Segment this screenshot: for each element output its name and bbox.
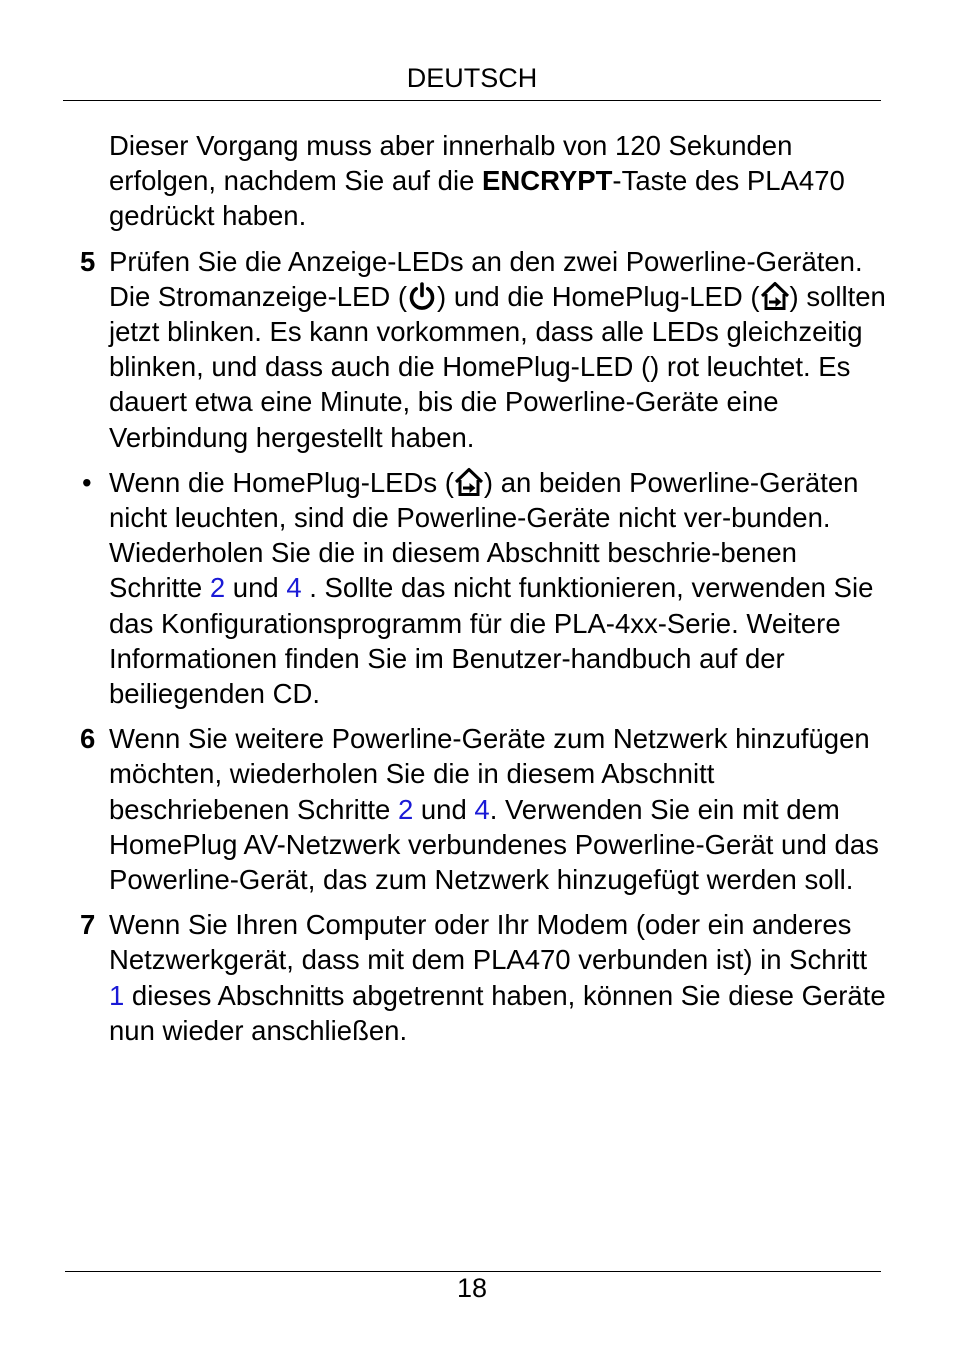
step-text: ) sollten jetzt blinken. Es kann vorkommen, dass alle LEDs gleichzeitig blinken, und dass auch die HomePlug-LED () rot leuchtet. Es dauert etwa eine Minute, bis die Powerline-Geräte eine Verbindung hergestellt haben. (109, 280, 886, 453)
step-text: ) und die HomePlug-LED ( (437, 280, 760, 312)
intro-paragraph (80, 128, 890, 234)
step-text: und (413, 793, 475, 825)
encrypt-label: ENCRYPT (482, 165, 613, 197)
bullet-text: ) an beiden Powerline-Geräten nicht leuchten, sind die Powerline-Geräte nicht ver-bunden. Wiederholen Sie die in diesem Abschnitt beschrie-benen Schritte (109, 466, 859, 604)
step-text: Wenn Sie weitere Powerline-Geräte zum Netzwerk hinzufügen möchten, wiederholen Sie die in diesem Abschnitt beschriebenen Schritte (109, 723, 870, 825)
step-4-link[interactable]: 4 (286, 572, 302, 604)
step-2-link[interactable]: 2 (209, 572, 226, 604)
step-5 (80, 244, 890, 455)
bullet-marker: • (82, 466, 92, 498)
step-text: Wenn Sie Ihren Computer oder Ihr Modem (oder ein anderes Netzwerkgerät, dass mit dem PLA470 verbunden ist) in Schritt (109, 909, 868, 976)
step-text: . Verwenden Sie ein mit dem HomePlug AV-Netzwerk verbundenes Powerline-Gerät und das Powerline-Gerät, das zum Netzwerk hinzugefügt werden soll. (109, 793, 879, 896)
homeplug-icon (760, 281, 790, 311)
page-content (80, 128, 890, 1048)
page-header: DEUTSCH (406, 63, 538, 93)
step-4-link[interactable]: 4 (474, 793, 490, 825)
bullet-text: und (225, 572, 287, 604)
step-7 (80, 907, 890, 1048)
step-number: 7 (80, 909, 96, 941)
step-1-link[interactable]: 1 (109, 979, 125, 1011)
step-number: 5 (80, 245, 96, 277)
page-number: 18 (456, 1273, 488, 1303)
step-text: Prüfen Sie die Anzeige-LEDs an den zwei Powerline-Geräten. Die Stromanzeige-LED ( (109, 245, 863, 312)
intro-text-end: -Taste des PLA470 gedrückt haben. (109, 165, 845, 232)
step-2-link[interactable]: 2 (397, 793, 414, 825)
intro-text: Dieser Vorgang muss aber innerhalb von 120 Sekunden erfolgen, nachdem Sie auf die (109, 130, 793, 197)
step-text: dieses Abschnitts abgetrennt haben, können Sie diese Geräte nun wieder anschließen. (109, 979, 886, 1046)
bullet-text: . Sollte das nicht funktionieren, verwenden Sie das Konfigurationsprogramm für die PLA-4xx-Serie. Weitere Informationen finden Sie im Benutzer-handbuch auf der beiliegenden CD. (109, 572, 874, 710)
homeplug-icon (454, 467, 484, 497)
power-icon (407, 281, 437, 311)
bullet-homeplug (80, 465, 890, 711)
step-number: 6 (80, 723, 96, 755)
bullet-text: Wenn die HomePlug-LEDs ( (109, 466, 454, 498)
step-6 (80, 721, 890, 897)
header-divider (63, 100, 881, 101)
